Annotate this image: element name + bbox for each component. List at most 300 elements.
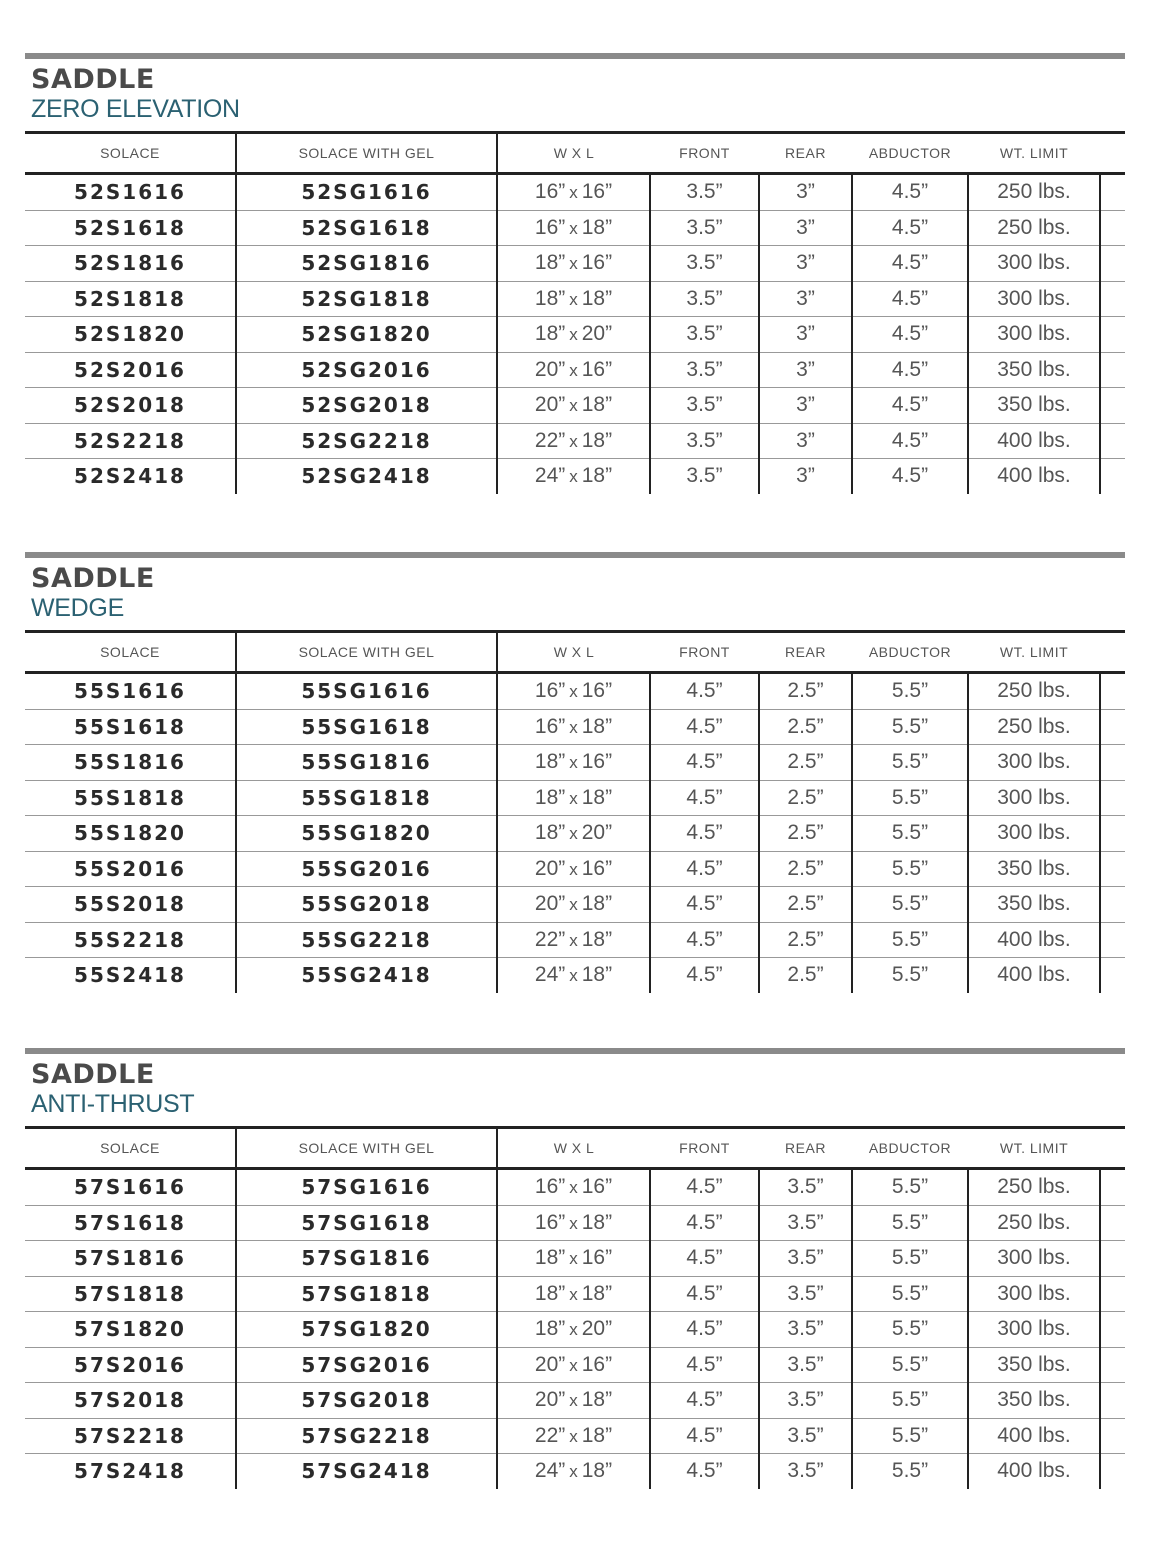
size-wxl <box>497 1418 650 1454</box>
rear-height: 2.5” <box>759 922 852 958</box>
times-sign: x <box>569 431 578 451</box>
rear-height: 3.5” <box>759 1312 852 1348</box>
size-wxl <box>497 922 650 958</box>
weight-limit: 400 lbs. <box>968 1418 1100 1454</box>
solace-model: 55S1618 <box>25 709 236 745</box>
row-spacer <box>1100 1169 1125 1206</box>
width-value: 20” <box>534 393 566 417</box>
weight-limit: 350 lbs. <box>968 1347 1100 1383</box>
solace-model: 57S2218 <box>25 1418 236 1454</box>
row-spacer <box>1100 174 1125 211</box>
solace-model: 57S2018 <box>25 1383 236 1419</box>
front-height: 4.5” <box>650 1383 759 1419</box>
weight-limit: 350 lbs. <box>968 887 1100 923</box>
solace-gel-model: 57SG1820 <box>236 1312 497 1348</box>
times-sign: x <box>569 218 578 238</box>
rear-height: 3.5” <box>759 1276 852 1312</box>
solace-model: 52S2418 <box>25 459 236 494</box>
times-sign: x <box>569 1213 578 1233</box>
solace-gel-model: 57SG1816 <box>236 1241 497 1277</box>
weight-limit: 300 lbs. <box>968 816 1100 852</box>
front-height: 4.5” <box>650 1169 759 1206</box>
row-spacer <box>1100 851 1125 887</box>
size-wxl <box>497 317 650 353</box>
times-sign: x <box>569 753 578 773</box>
section-title: SADDLE <box>31 1059 155 1090</box>
size-wxl <box>497 281 650 317</box>
solace-gel-model: 57SG2018 <box>236 1383 497 1419</box>
section-divider <box>25 53 1125 59</box>
front-height: 3.5” <box>650 352 759 388</box>
front-height: 4.5” <box>650 1347 759 1383</box>
solace-gel-model: 55SG2418 <box>236 958 497 993</box>
times-sign: x <box>569 1320 578 1340</box>
times-sign: x <box>569 1426 578 1446</box>
front-height: 3.5” <box>650 210 759 246</box>
table-header-row <box>25 1128 1125 1169</box>
times-sign: x <box>569 396 578 416</box>
front-height: 4.5” <box>650 1454 759 1489</box>
row-spacer <box>1100 388 1125 424</box>
solace-gel-model: 55SG1616 <box>236 673 497 710</box>
header-wxl: W X L <box>553 145 595 161</box>
rear-height: 3” <box>759 317 852 353</box>
width-value: 16” <box>534 679 566 703</box>
solace-gel-model: 52SG2018 <box>236 388 497 424</box>
weight-limit: 350 lbs. <box>968 388 1100 424</box>
width-value: 20” <box>534 892 566 916</box>
solace-model: 57S2418 <box>25 1454 236 1489</box>
section-title: SADDLE <box>31 563 155 594</box>
header-wt-limit: WT. LIMIT <box>999 1140 1069 1156</box>
section-divider <box>25 552 1125 558</box>
table-row <box>25 816 1125 852</box>
solace-model: 57S1816 <box>25 1241 236 1277</box>
weight-limit: 400 lbs. <box>968 958 1100 993</box>
rear-height: 3.5” <box>759 1418 852 1454</box>
solace-model: 57S2016 <box>25 1347 236 1383</box>
size-wxl <box>497 780 650 816</box>
weight-limit: 250 lbs. <box>968 1169 1100 1206</box>
size-wxl <box>497 816 650 852</box>
width-value: 18” <box>534 1281 566 1305</box>
solace-model: 52S1618 <box>25 210 236 246</box>
front-height: 3.5” <box>650 423 759 459</box>
rear-height: 3.5” <box>759 1347 852 1383</box>
times-sign: x <box>569 1462 578 1482</box>
times-sign: x <box>569 1249 578 1269</box>
solace-gel-model: 57SG2218 <box>236 1418 497 1454</box>
times-sign: x <box>569 966 578 986</box>
table-row <box>25 958 1125 993</box>
header-rear: REAR <box>785 145 826 161</box>
width-value: 18” <box>534 251 566 275</box>
solace-gel-model: 52SG1816 <box>236 246 497 282</box>
size-wxl <box>497 1347 650 1383</box>
section-zero-elevation <box>25 53 1125 494</box>
row-spacer <box>1100 352 1125 388</box>
width-value: 18” <box>534 286 566 310</box>
header-spacer <box>1100 1128 1125 1169</box>
abductor-height: 5.5” <box>852 922 968 958</box>
times-sign: x <box>569 289 578 309</box>
abductor-height: 5.5” <box>852 1347 968 1383</box>
length-value: 18” <box>581 428 613 452</box>
rear-height: 3” <box>759 423 852 459</box>
row-spacer <box>1100 1276 1125 1312</box>
solace-gel-model: 57SG2016 <box>236 1347 497 1383</box>
length-value: 18” <box>581 1459 613 1483</box>
header-abductor: ABDUCTOR <box>868 145 952 161</box>
abductor-height: 5.5” <box>852 887 968 923</box>
section-subtitle: ZERO ELEVATION <box>31 95 240 123</box>
length-value: 18” <box>581 963 613 987</box>
size-wxl <box>497 1383 650 1419</box>
length-value: 16” <box>581 856 613 880</box>
solace-model: 55S1820 <box>25 816 236 852</box>
header-front: FRONT <box>679 145 730 161</box>
front-height: 3.5” <box>650 174 759 211</box>
table-row <box>25 246 1125 282</box>
times-sign: x <box>569 1355 578 1375</box>
row-spacer <box>1100 816 1125 852</box>
header-solace-with-gel: SOLACE WITH GEL <box>236 632 497 673</box>
rear-height: 3” <box>759 281 852 317</box>
rear-height: 3” <box>759 352 852 388</box>
table-header-row <box>25 632 1125 673</box>
size-wxl <box>497 958 650 993</box>
front-height: 4.5” <box>650 709 759 745</box>
length-value: 16” <box>581 251 613 275</box>
solace-gel-model: 55SG1820 <box>236 816 497 852</box>
table-row <box>25 281 1125 317</box>
size-wxl <box>497 423 650 459</box>
length-value: 18” <box>581 1210 613 1234</box>
length-value: 18” <box>581 393 613 417</box>
size-wxl <box>497 887 650 923</box>
rear-height: 3.5” <box>759 1169 852 1206</box>
abductor-height: 5.5” <box>852 1383 968 1419</box>
weight-limit: 300 lbs. <box>968 317 1100 353</box>
front-height: 3.5” <box>650 246 759 282</box>
times-sign: x <box>569 1284 578 1304</box>
size-wxl <box>497 1312 650 1348</box>
row-spacer <box>1100 709 1125 745</box>
solace-model: 57S1618 <box>25 1205 236 1241</box>
table-row <box>25 851 1125 887</box>
length-value: 16” <box>581 357 613 381</box>
weight-limit: 400 lbs. <box>968 423 1100 459</box>
solace-gel-model: 55SG2018 <box>236 887 497 923</box>
abductor-height: 5.5” <box>852 1241 968 1277</box>
abductor-height: 5.5” <box>852 1418 968 1454</box>
times-sign: x <box>569 467 578 487</box>
header-spacer <box>1100 632 1125 673</box>
table-row <box>25 459 1125 494</box>
solace-model: 52S2016 <box>25 352 236 388</box>
length-value: 16” <box>581 1352 613 1376</box>
row-spacer <box>1100 1383 1125 1419</box>
abductor-height: 4.5” <box>852 210 968 246</box>
table-row <box>25 352 1125 388</box>
weight-limit: 350 lbs. <box>968 352 1100 388</box>
solace-model: 55S1816 <box>25 745 236 781</box>
table-row <box>25 887 1125 923</box>
length-value: 16” <box>581 1175 613 1199</box>
table-row <box>25 423 1125 459</box>
table-row <box>25 174 1125 211</box>
table-row <box>25 1205 1125 1241</box>
table-row <box>25 673 1125 710</box>
header-solace: SOLACE <box>25 632 236 673</box>
solace-model: 52S2218 <box>25 423 236 459</box>
section-subtitle: WEDGE <box>31 594 124 622</box>
width-value: 16” <box>534 180 566 204</box>
weight-limit: 350 lbs. <box>968 1383 1100 1419</box>
solace-model: 55S2218 <box>25 922 236 958</box>
rear-height: 2.5” <box>759 851 852 887</box>
weight-limit: 400 lbs. <box>968 922 1100 958</box>
size-wxl <box>497 1454 650 1489</box>
abductor-height: 4.5” <box>852 317 968 353</box>
section-anti-thrust <box>25 1048 1125 1489</box>
spec-table <box>25 131 1125 494</box>
rear-height: 3” <box>759 388 852 424</box>
times-sign: x <box>569 859 578 879</box>
row-spacer <box>1100 887 1125 923</box>
solace-gel-model: 52SG2016 <box>236 352 497 388</box>
front-height: 4.5” <box>650 745 759 781</box>
length-value: 16” <box>581 1246 613 1270</box>
table-row <box>25 1418 1125 1454</box>
times-sign: x <box>569 824 578 844</box>
solace-gel-model: 55SG2016 <box>236 851 497 887</box>
front-height: 4.5” <box>650 887 759 923</box>
front-height: 4.5” <box>650 1418 759 1454</box>
abductor-height: 5.5” <box>852 1276 968 1312</box>
weight-limit: 300 lbs. <box>968 780 1100 816</box>
row-spacer <box>1100 1418 1125 1454</box>
weight-limit: 250 lbs. <box>968 174 1100 211</box>
abductor-height: 5.5” <box>852 1454 968 1489</box>
header-abductor: ABDUCTOR <box>868 1140 952 1156</box>
length-value: 18” <box>581 927 613 951</box>
length-value: 18” <box>581 464 613 488</box>
header-solace: SOLACE <box>25 1128 236 1169</box>
length-value: 20” <box>581 322 613 346</box>
abductor-height: 4.5” <box>852 388 968 424</box>
section-subtitle: ANTI-THRUST <box>31 1090 195 1118</box>
size-wxl <box>497 709 650 745</box>
times-sign: x <box>569 254 578 274</box>
table-row <box>25 1241 1125 1277</box>
abductor-height: 5.5” <box>852 745 968 781</box>
table-row <box>25 1276 1125 1312</box>
row-spacer <box>1100 1205 1125 1241</box>
solace-gel-model: 57SG2418 <box>236 1454 497 1489</box>
header-rear: REAR <box>785 644 826 660</box>
rear-height: 3” <box>759 246 852 282</box>
solace-gel-model: 55SG1818 <box>236 780 497 816</box>
weight-limit: 250 lbs. <box>968 210 1100 246</box>
solace-model: 55S2018 <box>25 887 236 923</box>
rear-height: 2.5” <box>759 887 852 923</box>
table-row <box>25 317 1125 353</box>
width-value: 18” <box>534 750 566 774</box>
abductor-height: 5.5” <box>852 851 968 887</box>
solace-model: 52S1816 <box>25 246 236 282</box>
solace-model: 52S1820 <box>25 317 236 353</box>
size-wxl <box>497 1205 650 1241</box>
section-title: SADDLE <box>31 64 155 95</box>
front-height: 4.5” <box>650 922 759 958</box>
row-spacer <box>1100 317 1125 353</box>
abductor-height: 4.5” <box>852 281 968 317</box>
rear-height: 3” <box>759 174 852 211</box>
row-spacer <box>1100 246 1125 282</box>
size-wxl <box>497 673 650 710</box>
table-row <box>25 745 1125 781</box>
width-value: 20” <box>534 856 566 880</box>
abductor-height: 4.5” <box>852 423 968 459</box>
table-row <box>25 1454 1125 1489</box>
solace-gel-model: 55SG1618 <box>236 709 497 745</box>
solace-model: 55S2418 <box>25 958 236 993</box>
width-value: 18” <box>534 1317 566 1341</box>
solace-model: 52S1818 <box>25 281 236 317</box>
weight-limit: 300 lbs. <box>968 1312 1100 1348</box>
table-row <box>25 1383 1125 1419</box>
weight-limit: 300 lbs. <box>968 246 1100 282</box>
times-sign: x <box>569 1178 578 1198</box>
row-spacer <box>1100 281 1125 317</box>
times-sign: x <box>569 360 578 380</box>
solace-gel-model: 57SG1616 <box>236 1169 497 1206</box>
header-wt-limit: WT. LIMIT <box>999 644 1069 660</box>
size-wxl <box>497 388 650 424</box>
weight-limit: 350 lbs. <box>968 851 1100 887</box>
header-front: FRONT <box>679 1140 730 1156</box>
front-height: 4.5” <box>650 1276 759 1312</box>
width-value: 18” <box>534 1246 566 1270</box>
abductor-height: 5.5” <box>852 709 968 745</box>
solace-gel-model: 52SG1616 <box>236 174 497 211</box>
table-row <box>25 1347 1125 1383</box>
row-spacer <box>1100 745 1125 781</box>
weight-limit: 300 lbs. <box>968 281 1100 317</box>
row-spacer <box>1100 780 1125 816</box>
row-spacer <box>1100 1241 1125 1277</box>
row-spacer <box>1100 423 1125 459</box>
width-value: 24” <box>534 1459 566 1483</box>
rear-height: 3.5” <box>759 1454 852 1489</box>
rear-height: 3.5” <box>759 1383 852 1419</box>
length-value: 20” <box>581 1317 613 1341</box>
length-value: 18” <box>581 1423 613 1447</box>
solace-model: 57S1616 <box>25 1169 236 1206</box>
header-solace-with-gel: SOLACE WITH GEL <box>236 133 497 174</box>
table-row <box>25 709 1125 745</box>
header-spacer <box>1100 133 1125 174</box>
row-spacer <box>1100 210 1125 246</box>
front-height: 4.5” <box>650 1241 759 1277</box>
abductor-height: 4.5” <box>852 174 968 211</box>
rear-height: 2.5” <box>759 958 852 993</box>
size-wxl <box>497 745 650 781</box>
abductor-height: 5.5” <box>852 958 968 993</box>
rear-height: 2.5” <box>759 780 852 816</box>
length-value: 16” <box>581 679 613 703</box>
times-sign: x <box>569 183 578 203</box>
width-value: 16” <box>534 1210 566 1234</box>
length-value: 18” <box>581 892 613 916</box>
solace-gel-model: 52SG1618 <box>236 210 497 246</box>
row-spacer <box>1100 459 1125 494</box>
abductor-height: 4.5” <box>852 459 968 494</box>
solace-gel-model: 52SG2218 <box>236 423 497 459</box>
length-value: 18” <box>581 714 613 738</box>
table-row <box>25 210 1125 246</box>
rear-height: 2.5” <box>759 709 852 745</box>
solace-gel-model: 52SG1818 <box>236 281 497 317</box>
solace-model: 55S1818 <box>25 780 236 816</box>
rear-height: 2.5” <box>759 745 852 781</box>
row-spacer <box>1100 922 1125 958</box>
solace-model: 52S2018 <box>25 388 236 424</box>
times-sign: x <box>569 895 578 915</box>
front-height: 4.5” <box>650 816 759 852</box>
spec-table <box>25 630 1125 993</box>
table-row <box>25 780 1125 816</box>
size-wxl <box>497 1241 650 1277</box>
size-wxl <box>497 210 650 246</box>
solace-model: 57S1820 <box>25 1312 236 1348</box>
size-wxl <box>497 246 650 282</box>
front-height: 4.5” <box>650 958 759 993</box>
length-value: 18” <box>581 785 613 809</box>
length-value: 16” <box>581 750 613 774</box>
front-height: 4.5” <box>650 851 759 887</box>
times-sign: x <box>569 788 578 808</box>
abductor-height: 5.5” <box>852 1312 968 1348</box>
weight-limit: 250 lbs. <box>968 709 1100 745</box>
length-value: 18” <box>581 286 613 310</box>
front-height: 4.5” <box>650 780 759 816</box>
abductor-height: 4.5” <box>852 246 968 282</box>
length-value: 16” <box>581 180 613 204</box>
width-value: 16” <box>534 1175 566 1199</box>
row-spacer <box>1100 958 1125 993</box>
abductor-height: 5.5” <box>852 816 968 852</box>
row-spacer <box>1100 1347 1125 1383</box>
front-height: 3.5” <box>650 388 759 424</box>
front-height: 3.5” <box>650 459 759 494</box>
solace-gel-model: 55SG1816 <box>236 745 497 781</box>
weight-limit: 400 lbs. <box>968 459 1100 494</box>
spec-table <box>25 1126 1125 1489</box>
weight-limit: 250 lbs. <box>968 1205 1100 1241</box>
front-height: 4.5” <box>650 1312 759 1348</box>
abductor-height: 5.5” <box>852 1205 968 1241</box>
weight-limit: 300 lbs. <box>968 745 1100 781</box>
header-front: FRONT <box>679 644 730 660</box>
size-wxl <box>497 352 650 388</box>
header-abductor: ABDUCTOR <box>868 644 952 660</box>
length-value: 18” <box>581 1281 613 1305</box>
size-wxl <box>497 851 650 887</box>
section-divider <box>25 1048 1125 1054</box>
solace-gel-model: 57SG1618 <box>236 1205 497 1241</box>
